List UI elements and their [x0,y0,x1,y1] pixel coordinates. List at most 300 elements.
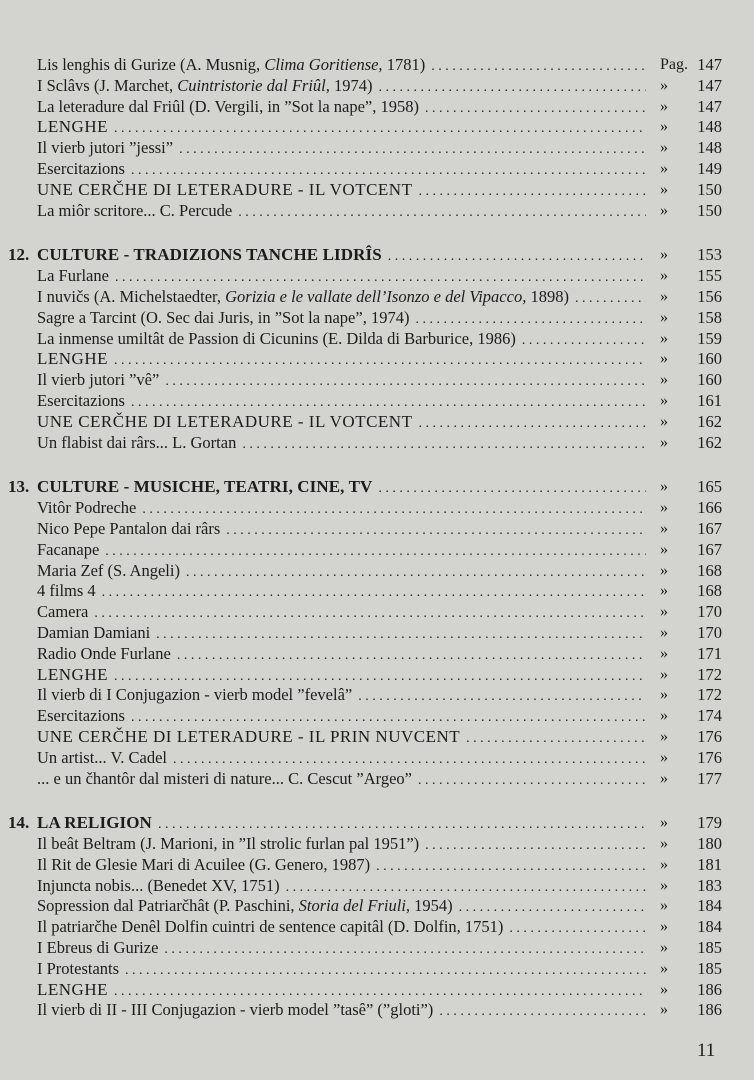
page-prefix: » [660,433,668,451]
toc-entry [0,287,754,308]
dot-leader [165,372,646,393]
entry-title-part: Il patriarčhe Denêl Dolfin cuintri de sentence capitâl (D. Dolfin, 1751) [37,917,504,937]
entry-line [37,117,646,140]
page-ref: 168 [697,560,722,580]
entry-title [37,769,412,790]
toc-entry [0,370,754,391]
page-prefix: » [660,876,668,894]
toc-entry [0,433,754,454]
entry-line [37,370,646,393]
page-prefix: » [660,644,668,662]
toc-entry [0,938,754,959]
entry-title [37,540,99,561]
dot-leader [509,919,646,940]
toc-entry [0,706,754,727]
page-prefix: » [660,519,668,537]
entry-line [37,412,646,435]
entry-title-part: I nuvičs (A. Michelstaedter, [37,286,226,306]
entry-title-part: LA RELIGION [37,813,152,833]
dot-leader [105,542,646,563]
entry-title-italic-part: Clima Goritiense, [264,55,383,74]
entry-title [37,391,125,412]
entry-title [37,896,453,917]
entry-title [37,97,419,118]
entry-title [37,201,232,222]
page-prefix: » [660,412,668,430]
page-ref: 159 [697,328,722,348]
entry-title-part: LENGHE [37,979,108,999]
toc-entry [0,412,754,433]
page-prefix: » [660,727,668,745]
page-ref: 186 [697,979,722,999]
dot-leader [418,771,646,792]
page-ref: 147 [697,96,722,116]
entry-line [37,855,646,878]
entry-title [37,349,108,370]
page-ref: 176 [697,726,722,746]
page-prefix: » [660,855,668,873]
entry-title-part: Esercitazions [37,390,125,410]
page-number: 11 [697,1040,716,1061]
dot-leader [466,729,646,750]
entry-line [37,308,646,331]
dot-leader [418,182,646,203]
entry-title [37,855,370,876]
entry-title [37,477,372,498]
entry-title-part: 1781) [382,55,426,74]
dot-leader [431,57,646,78]
entry-title [37,370,159,391]
entry-title [37,644,171,665]
dot-leader [179,140,646,161]
toc-entry [0,834,754,855]
dot-leader [379,78,647,99]
entry-title-part: 1898) [526,286,569,306]
entry-title [37,748,167,769]
entry-title-part: LENGHE [37,664,108,684]
dot-leader [388,247,646,268]
entry-line [37,349,646,372]
dot-leader [173,750,646,771]
entry-title-part: Sopression dal Patriarčhât (P. Paschini, [37,896,299,916]
toc-entry [0,769,754,790]
page-ref: 149 [697,158,722,178]
toc-entry [0,329,754,350]
dot-leader [425,99,646,120]
entry-title [37,159,125,180]
page-ref: 166 [697,498,722,518]
page-prefix: » [660,287,668,305]
page-prefix: » [660,329,668,347]
entry-title-part: Vitôr Podreche [37,498,137,518]
entry-title [37,117,108,138]
toc-chapter-heading [0,477,754,498]
page-prefix: » [660,582,668,600]
toc-entry [0,855,754,876]
page-prefix: » [660,623,668,641]
dot-leader [114,982,646,1003]
entry-title [37,308,409,329]
entry-line [37,201,646,224]
entry-line [37,959,646,982]
page-prefix: Pag. [660,56,688,73]
page-ref: 160 [697,349,722,369]
page-prefix: » [660,478,668,496]
page-ref: 161 [697,390,722,410]
entry-title [37,938,158,959]
toc-entry [0,561,754,582]
page-ref: 180 [697,834,722,854]
entry-title-part: I Sclâvs (J. Marchet, [37,75,178,95]
entry-line [37,245,646,268]
entry-title-part: Facanape [37,539,100,559]
toc-entry [0,896,754,917]
toc-entry [0,602,754,623]
entry-line [37,540,646,563]
toc-entry [0,201,754,222]
dot-leader [115,268,646,289]
entry-title-part: Damian Damiani [37,622,151,642]
entry-line [37,623,646,646]
page-ref: 150 [697,179,722,199]
dot-leader [415,310,646,331]
entry-title-italic-part: Gorizia e le vallate dell’Isonzo e del Vipacco, [225,286,527,306]
toc-entry [0,76,754,97]
entry-title-part: 4 films 4 [37,581,96,601]
entry-line [37,329,646,352]
entry-title [37,602,88,623]
entry-title-part: Nico Pepe Pantalon dai rârs [37,518,221,538]
entry-title-part: Injuncta nobis... (Benedet XV, 1751) [37,875,280,895]
dot-leader [439,1002,646,1023]
page-prefix: » [660,814,668,832]
page-prefix: » [660,308,668,326]
toc-entry [0,391,754,412]
page-prefix: » [660,371,668,389]
entry-title [37,412,412,433]
entry-line [37,602,646,625]
page-ref: 176 [697,747,722,767]
page-ref: 167 [697,518,722,538]
toc-entry [0,498,754,519]
page-prefix: » [660,1001,668,1019]
toc-entry [0,266,754,287]
entry-title-part: Sagre a Tarcint (O. Sec dai Juris, in ”Sot la nape”, 1974) [37,307,410,327]
toc-entry [0,138,754,159]
page-prefix: » [660,391,668,409]
toc-section [0,477,754,789]
entry-title-part: LENGHE [37,117,108,137]
page-prefix: » [660,350,668,368]
entry-title-part: 1954) [410,896,453,916]
page-ref: 184 [697,896,722,916]
page-prefix: » [660,686,668,704]
entry-title-part: La leteradure dal Friûl (D. Vergili, in ”Sot la nape”, 1958) [37,96,419,116]
entry-title [37,959,119,980]
entry-title-part: Lis lenghis di Gurize (A. Musnig, [37,55,265,74]
page-ref: 153 [697,245,722,265]
entry-title-part: 1974) [329,75,373,95]
entry-title-part: Radio Onde Furlane [37,643,171,663]
dot-leader [156,625,646,646]
dot-leader [142,500,646,521]
dot-leader [125,961,646,982]
dot-leader [94,604,646,625]
entry-line [37,876,646,899]
toc-entry [0,117,754,138]
page-prefix: » [660,159,668,177]
entry-title [37,727,460,748]
entry-title-part: Un flabist dai rârs... L. Gortan [37,432,237,452]
entry-title [37,917,503,938]
dot-leader [425,836,646,857]
toc-entry [0,959,754,980]
dot-leader [164,940,646,961]
entry-title-part: CULTURE - MUSICHE, TEATRI, CINE, TV [37,477,373,497]
page-ref: 186 [697,1000,722,1020]
page-ref: 162 [697,432,722,452]
entry-line [37,748,646,771]
toc-entry [0,748,754,769]
page-ref: 170 [697,622,722,642]
page-ref: 179 [697,813,722,833]
page-prefix: » [660,246,668,264]
dot-leader [131,393,646,414]
page-prefix: » [660,180,668,198]
entry-title-part: Il Rit de Glesie Mari di Acuilee (G. Genero, 1987) [37,854,371,874]
entry-title [37,876,280,897]
entry-title [37,706,125,727]
page-ref: 165 [697,477,722,497]
entry-line [37,433,646,456]
page-ref: 150 [697,200,722,220]
entry-title-part: Esercitazions [37,706,125,726]
page-ref: 156 [697,286,722,306]
toc-entry [0,581,754,602]
toc-entry [0,519,754,540]
entry-title [37,685,352,706]
page-ref: 148 [697,138,722,158]
entry-title-part: Esercitazions [37,158,125,178]
entry-title [37,813,152,834]
page-ref: 172 [697,685,722,705]
entry-line [37,519,646,542]
toc-chapter-heading [0,813,754,834]
page-ref: 185 [697,938,722,958]
page-ref: 155 [697,266,722,286]
entry-line [37,561,646,584]
entry-title-part: UNE CERČHE DI LETERADURE - IL PRIN NUVCENT [37,726,461,746]
dot-leader [575,289,646,310]
entry-title [37,180,412,201]
dot-leader [238,203,646,224]
page-ref: 183 [697,875,722,895]
toc-entry [0,917,754,938]
chapter-number: 12. [8,245,30,265]
entry-title-part: Il vierb jutori ”jessi” [37,138,174,158]
toc-chapter-heading [0,245,754,266]
dot-leader [131,708,646,729]
entry-title-part: La miôr scritore... C. Percude [37,200,233,220]
entry-title-part: La inmense umiltât de Passion di Cicunins (E. Dilda di Barburice, 1986) [37,328,516,348]
toc-entry [0,727,754,748]
entry-title [37,55,425,76]
dot-leader [242,435,646,456]
dot-leader [114,351,646,372]
page-ref: 168 [697,581,722,601]
entry-title-part: La Furlane [37,266,109,286]
toc-entry [0,876,754,897]
page-ref: 170 [697,602,722,622]
entry-title-italic-part: Storia del Friuli, [298,896,411,916]
page-prefix: » [660,748,668,766]
page-ref: 172 [697,664,722,684]
page-ref: 147 [697,75,722,95]
entry-title [37,266,109,287]
entry-line [37,159,646,182]
entry-line [37,834,646,857]
entry-line [37,76,646,99]
toc-entry [0,685,754,706]
page-ref: 181 [697,854,722,874]
entry-title [37,138,173,159]
entry-line [37,97,646,120]
entry-title-part: UNE CERČHE DI LETERADURE - IL VOTCENT [37,179,413,199]
entry-line [37,180,646,203]
entry-title-part: Il beât Beltram (J. Marioni, in ”Il strolic furlan pal 1951”) [37,834,420,854]
dot-leader [177,646,646,667]
toc-entry [0,55,754,76]
entry-line [37,498,646,521]
dot-leader [114,667,646,688]
entry-title-part: LENGHE [37,349,108,369]
entry-line [37,938,646,961]
toc-section [0,813,754,1021]
page-prefix: » [660,499,668,517]
page-ref: 158 [697,307,722,327]
dot-leader [186,563,646,584]
entry-title-part: CULTURE - TRADIZIONS TANCHE LIDRÎS [37,245,382,265]
toc-entry [0,623,754,644]
entry-line [37,266,646,289]
entry-line [37,287,646,310]
entry-title [37,581,96,602]
toc-entry [0,349,754,370]
page-ref: 167 [697,539,722,559]
entry-title [37,245,382,266]
dot-leader [131,161,646,182]
entry-title [37,433,236,454]
entry-line [37,55,646,78]
page-ref: 147 [697,55,722,74]
page-prefix: » [660,201,668,219]
toc-section [0,245,754,453]
chapter-number: 14. [8,813,30,833]
page-ref: 162 [697,411,722,431]
entry-title-part: Camera [37,602,89,622]
entry-title-part: Il vierb jutori ”vê” [37,370,160,390]
toc-entry [0,644,754,665]
entry-title [37,623,150,644]
page-prefix: » [660,939,668,957]
entry-line [37,665,646,688]
entry-title-part: Un artist... V. Cadel [37,747,168,767]
dot-leader [286,878,646,899]
entry-line [37,706,646,729]
page-ref: 160 [697,370,722,390]
page-ref: 171 [697,643,722,663]
entry-title-part: I Protestants [37,958,120,978]
page-prefix: » [660,959,668,977]
entry-title [37,1000,433,1021]
entry-line [37,769,646,792]
page-ref: 174 [697,706,722,726]
entry-line [37,644,646,667]
page-ref: 184 [697,917,722,937]
toc-entry [0,540,754,561]
dot-leader [102,583,646,604]
entry-title-italic-part: Cuintristorie dal Friûl, [177,75,330,95]
page-prefix: » [660,139,668,157]
entry-title [37,76,373,97]
page-prefix: » [660,603,668,621]
page-prefix: » [660,97,668,115]
toc-entry [0,308,754,329]
entry-title [37,329,516,350]
dot-leader [418,414,646,435]
chapter-number: 13. [8,477,30,497]
entry-title-part: I Ebreus di Gurize [37,938,159,958]
entry-title [37,665,108,686]
page-prefix: » [660,267,668,285]
entry-line [37,1000,646,1023]
dot-leader [358,687,646,708]
entry-title [37,834,419,855]
page-prefix: » [660,118,668,136]
toc-entry [0,665,754,686]
page-prefix: » [660,769,668,787]
dot-leader [459,898,646,919]
toc-entry [0,1000,754,1021]
entry-title [37,287,569,308]
toc-entry [0,980,754,1001]
page-prefix: » [660,897,668,915]
page-prefix: » [660,561,668,579]
entry-line [37,980,646,1003]
page-prefix: » [660,540,668,558]
entry-title-part: ... e un čhantôr dal misteri di nature... C. Cescut ”Argeo” [37,768,412,788]
entry-title [37,561,180,582]
page-ref: 185 [697,958,722,978]
entry-title [37,498,136,519]
dot-leader [378,479,646,500]
entry-title [37,519,220,540]
dot-leader [376,857,646,878]
toc-entry [0,159,754,180]
page-ref: 177 [697,768,722,788]
page-prefix: » [660,918,668,936]
entry-line [37,138,646,161]
entry-title-part: Maria Zef (S. Angeli) [37,560,180,580]
entry-title [37,980,108,1001]
page-prefix: » [660,980,668,998]
dot-leader [114,119,646,140]
page-ref: 148 [697,117,722,137]
entry-title-part: Il vierb di I Conjugazion - vierb model ”fevelâ” [37,685,353,705]
entry-line [37,917,646,940]
entry-line [37,896,646,919]
entry-line [37,391,646,414]
